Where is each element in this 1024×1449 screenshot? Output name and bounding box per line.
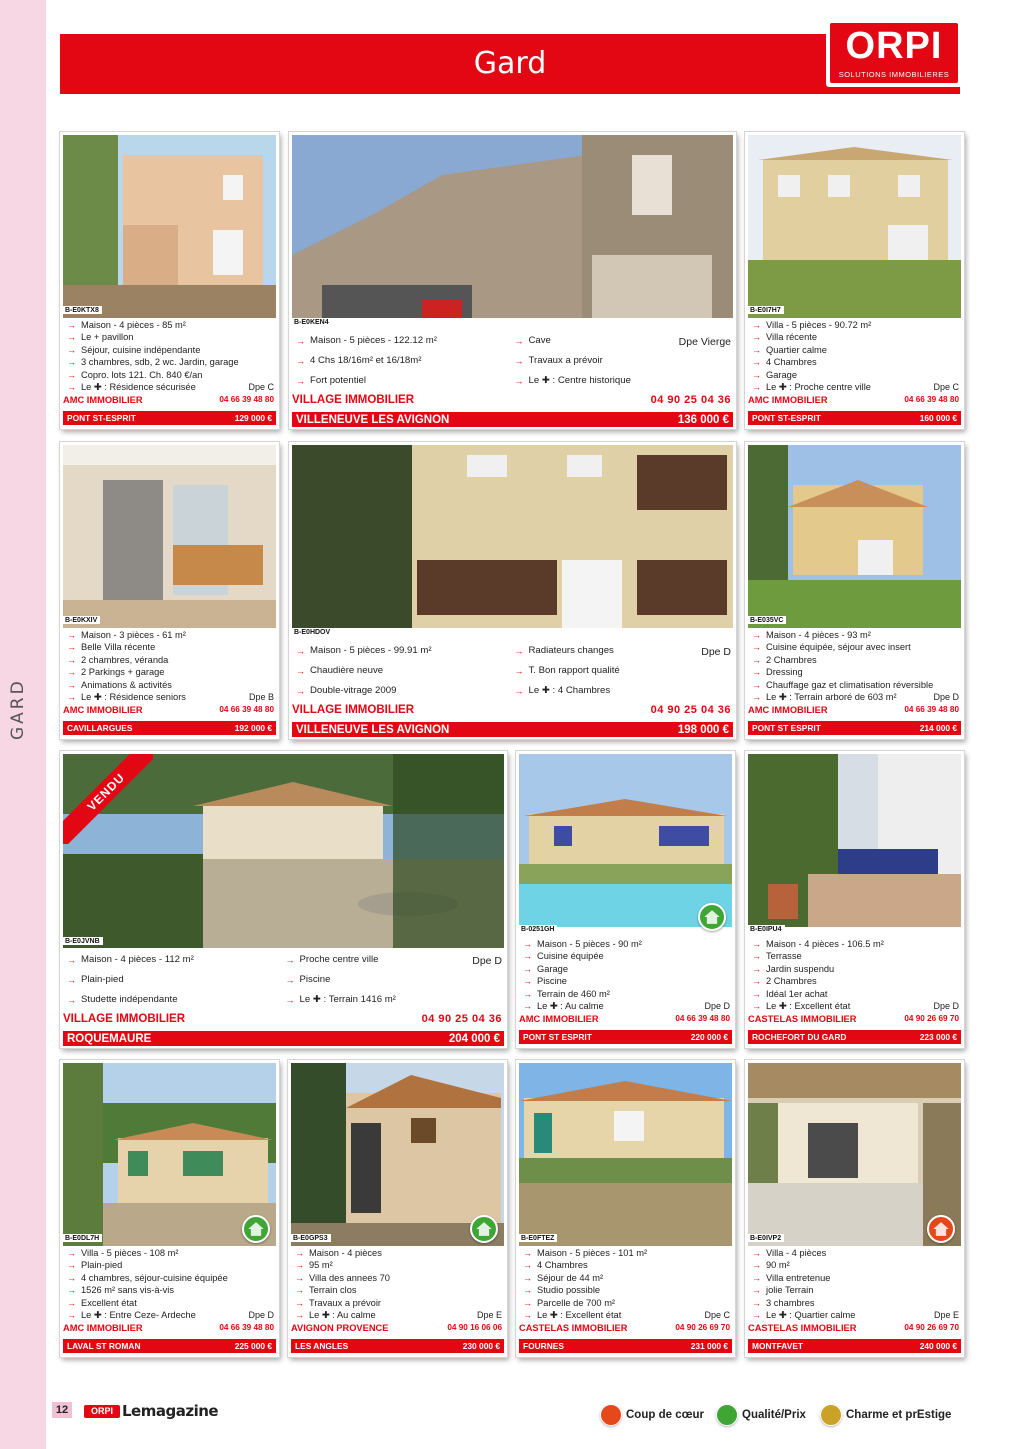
agency-name: CASTELAS IMMOBILIER: [748, 1014, 857, 1024]
feature-item: → Le ✚ : Quartier calme: [750, 1309, 959, 1321]
feature-item: → Le ✚ : Terrain 1416 m²: [284, 990, 505, 1010]
dpe-rating: Dpe D: [933, 692, 959, 702]
listing-ref: B-E0KXIV: [63, 616, 100, 624]
feature-item: → Le ✚ : 4 Chambres: [513, 681, 734, 701]
dpe-rating: Dpe B: [248, 692, 274, 702]
feature-item: → Le ✚ : Entre Ceze- Ardeche: [65, 1309, 274, 1321]
dpe-rating: Dpe D: [701, 646, 731, 658]
price-bar: [748, 411, 961, 425]
dpe-rating: Dpe E: [933, 1310, 959, 1320]
agency-line: [748, 705, 959, 715]
listing-card[interactable]: [516, 1060, 735, 1357]
legend-label: Charme et prEstige: [846, 1409, 952, 1421]
feature-item: → Maison - 3 pièces - 61 m²: [65, 629, 274, 641]
agency-phone[interactable]: 04 90 26 69 70: [904, 1014, 959, 1023]
page-title: Gard: [473, 46, 547, 81]
agency-name: AMC IMMOBILIER: [63, 1323, 143, 1333]
town: CAVILLARGUES: [67, 723, 133, 733]
charme-prestige-icon: [820, 1404, 842, 1426]
feature-list: [293, 1247, 502, 1321]
price: 230 000 €: [462, 1341, 500, 1351]
agency-phone[interactable]: 04 90 25 04 36: [421, 1013, 502, 1025]
agency-phone[interactable]: 04 66 39 48 80: [219, 705, 274, 714]
dpe-rating: Dpe D: [933, 1001, 959, 1011]
feature-item: → 90 m²: [750, 1259, 959, 1271]
feature-item: → 1526 m² sans vis-à-vis: [65, 1284, 274, 1296]
legend-label: Qualité/Prix: [742, 1409, 806, 1421]
page-number: 12: [52, 1402, 72, 1418]
price: 129 000 €: [234, 413, 272, 423]
feature-item: → Excellent état: [65, 1297, 274, 1309]
feature-columns: [63, 950, 504, 1010]
feature-item: → Le ✚ : Résidence sécurisée: [65, 381, 274, 393]
feature-item: → Studio possible: [521, 1284, 730, 1296]
price-bar: [63, 1339, 276, 1353]
feature-list: [65, 319, 274, 393]
feature-item: → Villa entretenue: [750, 1272, 959, 1284]
listing-card[interactable]: [289, 442, 736, 739]
agency-phone[interactable]: 04 66 39 48 80: [675, 1014, 730, 1023]
agency-line: [519, 1014, 730, 1024]
feature-item: → Garage: [521, 963, 730, 975]
town: VILLENEUVE LES AVIGNON: [296, 723, 450, 736]
price: 223 000 €: [919, 1032, 957, 1042]
agency-phone[interactable]: 04 66 39 48 80: [219, 395, 274, 404]
price: 220 000 €: [690, 1032, 728, 1042]
feature-list: [65, 950, 286, 1010]
feature-item: → 2 Parkings + garage: [65, 666, 274, 678]
feature-item: → Belle Villa récente: [65, 641, 274, 653]
feature-item: → Quartier calme: [750, 344, 959, 356]
feature-item: → Cuisine équipée: [521, 950, 730, 962]
feature-item: → Le ✚ : Proche centre ville: [750, 381, 959, 393]
listing-card[interactable]: [745, 132, 964, 429]
coup-de-coeur-icon: [600, 1404, 622, 1426]
listing-card[interactable]: [60, 1060, 279, 1357]
price-bar: [63, 1031, 504, 1046]
agency-phone[interactable]: 04 90 25 04 36: [650, 394, 731, 406]
feature-item: → Plain-pied: [65, 1259, 274, 1271]
feature-list: [521, 938, 730, 1012]
feature-item: → Le ✚ : Au calme: [521, 1000, 730, 1012]
listing-card[interactable]: [60, 751, 507, 1048]
property-photo: [519, 754, 732, 927]
listing-ref: B-E0IPU4: [748, 925, 785, 933]
feature-item: → Le ✚ : Centre historique: [513, 371, 734, 391]
listing-card[interactable]: [288, 1060, 507, 1357]
dpe-rating: Dpe Vierge: [678, 336, 731, 348]
logo-subtitle: SOLUTIONS IMMOBILIERES: [838, 70, 950, 79]
feature-list: [65, 1247, 274, 1321]
legend-charme-prestige: [820, 1404, 951, 1426]
price: 231 000 €: [690, 1341, 728, 1351]
listing-card[interactable]: [745, 442, 964, 739]
agency-line: [63, 705, 274, 715]
feature-item: → Maison - 5 pièces - 101 m²: [521, 1247, 730, 1259]
property-photo: [748, 445, 961, 628]
property-photo: [748, 754, 961, 927]
listing-card[interactable]: [289, 132, 736, 429]
feature-list: [65, 629, 274, 703]
feature-item: → Copro. lots 121. Ch. 840 €/an: [65, 369, 274, 381]
quality-price-badge: [698, 903, 726, 931]
agency-line: [292, 394, 731, 406]
listing-card[interactable]: [516, 751, 735, 1048]
feature-item: → Villa - 4 pièces: [750, 1247, 959, 1259]
feature-item: → Maison - 4 pièces: [293, 1247, 502, 1259]
listing-card[interactable]: [745, 751, 964, 1048]
agency-name: CASTELAS IMMOBILIER: [519, 1323, 628, 1333]
feature-item: → 4 Chs 18/16m² et 16/18m²: [294, 351, 515, 371]
feature-item: → Maison - 4 pièces - 106.5 m²: [750, 938, 959, 950]
property-photo: [519, 1063, 732, 1246]
feature-item: → Villa - 5 pièces - 90.72 m²: [750, 319, 959, 331]
feature-item: → Radiateurs changes: [513, 641, 734, 661]
price: 225 000 €: [234, 1341, 272, 1351]
feature-item: → jolie Terrain: [750, 1284, 959, 1296]
listing-ref: B-E0I7H7: [748, 306, 784, 314]
qualite-prix-icon: [716, 1404, 738, 1426]
agency-line: [63, 395, 274, 405]
price-bar: [519, 1030, 732, 1044]
price-bar: [63, 411, 276, 425]
town: VILLENEUVE LES AVIGNON: [296, 413, 450, 426]
price-bar: [63, 721, 276, 735]
feature-item: → Idéal 1er achat: [750, 988, 959, 1000]
agency-name: AMC IMMOBILIER: [519, 1014, 599, 1024]
listing-ref: B-E0KEN4: [292, 318, 332, 326]
feature-item: → Travaux a prévoir: [513, 351, 734, 371]
listing-ref: B-E0JVNB: [63, 937, 103, 945]
price: 160 000 €: [919, 413, 957, 423]
feature-item: → Maison - 4 pièces - 85 m²: [65, 319, 274, 331]
feature-item: → Proche centre ville: [284, 950, 505, 970]
property-photo: [292, 135, 733, 318]
agency-name: AMC IMMOBILIER: [748, 705, 828, 715]
agency-phone[interactable]: 04 66 39 48 80: [219, 1323, 274, 1332]
feature-item: → 2 chambres, véranda: [65, 654, 274, 666]
agency-name: AMC IMMOBILIER: [63, 395, 143, 405]
agency-line: [63, 1323, 274, 1333]
feature-item: → Maison - 5 pièces - 122.12 m²: [294, 331, 515, 351]
feature-list: [513, 641, 734, 701]
feature-item: → Piscine: [521, 975, 730, 987]
feature-list: [750, 938, 959, 1012]
feature-list: [284, 950, 505, 1010]
sold-ribbon: [63, 754, 153, 844]
town: LAVAL ST ROMAN: [67, 1341, 141, 1351]
listing-ref: B-E0KTX8: [63, 306, 102, 314]
property-photo: [748, 135, 961, 318]
feature-item: → T. Bon rapport qualité: [513, 661, 734, 681]
feature-item: → Maison - 4 pièces - 93 m²: [750, 629, 959, 641]
footer-orpi-logo: ORPI: [84, 1405, 120, 1418]
feature-item: → Villa des annees 70: [293, 1272, 502, 1284]
feature-item: → 4 Chambres: [521, 1259, 730, 1271]
agency-line: [292, 704, 731, 716]
feature-item: → Maison - 5 pièces - 90 m²: [521, 938, 730, 950]
sold-label: VENDU: [63, 754, 153, 844]
feature-item: → Le ✚ : Excellent état: [750, 1000, 959, 1012]
feature-item: → Piscine: [284, 970, 505, 990]
property-photo: [63, 135, 276, 318]
page-header: [60, 34, 960, 94]
listing-card[interactable]: [745, 1060, 964, 1357]
listing-ref: B-E0DL7H: [63, 1234, 102, 1242]
listing-card[interactable]: [60, 132, 279, 429]
property-photo: [63, 445, 276, 628]
property-photo: [292, 445, 733, 628]
magazine-name: Lemagazine: [122, 1402, 219, 1420]
dpe-rating: Dpe D: [472, 955, 502, 967]
agency-name: AVIGNON PROVENCE: [291, 1323, 389, 1333]
feature-item: → Chaudière neuve: [294, 661, 515, 681]
feature-item: → Séjour de 44 m²: [521, 1272, 730, 1284]
listing-ref: B-E035VC: [748, 616, 786, 624]
quality-price-badge: [242, 1215, 270, 1243]
dpe-rating: Dpe C: [933, 382, 959, 392]
feature-item: → 4 chambres, séjour-cuisine équipée: [65, 1272, 274, 1284]
feature-item: → 2 Chambres: [750, 654, 959, 666]
town: ROCHEFORT DU GARD: [752, 1032, 847, 1042]
listing-ref: B-0251GH: [519, 925, 557, 933]
agency-line: [748, 1014, 959, 1024]
listing-card[interactable]: [60, 442, 279, 739]
price: 198 000 €: [677, 723, 729, 736]
feature-item: → Le + pavillon: [65, 331, 274, 343]
feature-item: → Studette indépendante: [65, 990, 286, 1010]
quality-price-badge: [470, 1215, 498, 1243]
price: 214 000 €: [919, 723, 957, 733]
feature-item: → Dressing: [750, 666, 959, 678]
agency-phone[interactable]: 04 90 16 06 06: [447, 1323, 502, 1332]
coup-de-coeur-badge: [927, 1215, 955, 1243]
price-bar: [292, 722, 733, 737]
agency-name: AMC IMMOBILIER: [63, 705, 143, 715]
legend-qualite-prix: [716, 1404, 806, 1426]
feature-list: [294, 641, 515, 701]
feature-item: → Maison - 4 pièces - 112 m²: [65, 950, 286, 970]
dpe-rating: Dpe D: [248, 1310, 274, 1320]
town: PONT ST ESPRIT: [752, 723, 821, 733]
agency-name: VILLAGE IMMOBILIER: [63, 1013, 186, 1025]
agency-phone[interactable]: 04 90 25 04 36: [650, 704, 731, 716]
feature-list: [750, 1247, 959, 1321]
feature-item: → 3 chambres, sdb, 2 wc. Jardin, garage: [65, 356, 274, 368]
feature-columns: [292, 641, 733, 701]
price-bar: [748, 1030, 961, 1044]
agency-name: AMC IMMOBILIER: [748, 395, 828, 405]
legend-coup-de-coeur: [600, 1404, 704, 1426]
agency-phone[interactable]: 04 66 39 48 80: [904, 705, 959, 714]
price-bar: [519, 1339, 732, 1353]
agency-phone[interactable]: 04 66 39 48 80: [904, 395, 959, 404]
feature-item: → 3 chambres: [750, 1297, 959, 1309]
agency-name: CASTELAS IMMOBILIER: [748, 1323, 857, 1333]
feature-list: [521, 1247, 730, 1321]
logo-text: ORPI: [845, 25, 943, 67]
price: 136 000 €: [677, 413, 729, 426]
price: 192 000 €: [234, 723, 272, 733]
agency-phone[interactable]: 04 90 26 69 70: [904, 1323, 959, 1332]
town: PONT ST-ESPRIT: [67, 413, 136, 423]
dpe-rating: Dpe D: [704, 1001, 730, 1011]
agency-name: VILLAGE IMMOBILIER: [292, 704, 415, 716]
price-bar: [748, 721, 961, 735]
feature-item: → Garage: [750, 369, 959, 381]
town: MONTFAVET: [752, 1341, 804, 1351]
feature-item: → Le ✚ : Terrain arboré de 603 m²: [750, 691, 959, 703]
listing-ref: B-E0IVP2: [748, 1234, 784, 1242]
feature-item: → 2 Chambres: [750, 975, 959, 987]
feature-item: → Séjour, cuisine indépendante: [65, 344, 274, 356]
feature-item: → Le ✚ : Au calme: [293, 1309, 502, 1321]
feature-item: → Terrain clos: [293, 1284, 502, 1296]
feature-item: → Le ✚ : Excellent état: [521, 1309, 730, 1321]
feature-list: [750, 629, 959, 703]
side-section-label: GARD: [8, 678, 28, 740]
feature-item: → Cave: [513, 331, 734, 351]
listing-ref: B-E0GPS3: [291, 1234, 331, 1242]
agency-phone[interactable]: 04 90 26 69 70: [675, 1323, 730, 1332]
feature-item: → Double-vitrage 2009: [294, 681, 515, 701]
price-bar: [291, 1339, 504, 1353]
agency-line: [291, 1323, 502, 1333]
agency-line: [748, 1323, 959, 1333]
feature-columns: [292, 331, 733, 391]
feature-item: → Terrasse: [750, 950, 959, 962]
feature-item: → 95 m²: [293, 1259, 502, 1271]
legend-label: Coup de cœur: [626, 1409, 704, 1421]
feature-item: → Animations & activités: [65, 679, 274, 691]
feature-item: → Jardin suspendu: [750, 963, 959, 975]
feature-item: → Cuisine équipée, séjour avec insert: [750, 641, 959, 653]
price: 204 000 €: [448, 1032, 500, 1045]
feature-item: → Le ✚ : Résidence seniors: [65, 691, 274, 703]
feature-item: → Villa récente: [750, 331, 959, 343]
price-bar: [292, 412, 733, 427]
agency-line: [519, 1323, 730, 1333]
agency-line: [63, 1013, 502, 1025]
price: 240 000 €: [919, 1341, 957, 1351]
dpe-rating: Dpe E: [476, 1310, 502, 1320]
feature-item: → 4 Chambres: [750, 356, 959, 368]
price-bar: [748, 1339, 961, 1353]
feature-item: → Chauffage gaz et climatisation réversible: [750, 679, 959, 691]
listing-ref: B-E0HDOV: [292, 628, 333, 636]
listing-ref: B-E0FTEZ: [519, 1234, 557, 1242]
agency-name: VILLAGE IMMOBILIER: [292, 394, 415, 406]
town: PONT ST ESPRIT: [523, 1032, 592, 1042]
feature-item: → Villa - 5 pièces - 108 m²: [65, 1247, 274, 1259]
town: PONT ST-ESPRIT: [752, 413, 821, 423]
town: ROQUEMAURE: [67, 1032, 152, 1045]
town: FOURNES: [523, 1341, 564, 1351]
agency-line: [748, 395, 959, 405]
feature-item: → Terrain de 460 m²: [521, 988, 730, 1000]
feature-item: → Maison - 5 pièces - 99.91 m²: [294, 641, 515, 661]
feature-item: → Parcelle de 700 m²: [521, 1297, 730, 1309]
feature-list: [750, 319, 959, 393]
dpe-rating: Dpe C: [704, 1310, 730, 1320]
orpi-logo: [826, 19, 962, 87]
feature-item: → Travaux a prévoir: [293, 1297, 502, 1309]
feature-item: → Fort potentiel: [294, 371, 515, 391]
feature-list: [294, 331, 515, 391]
feature-item: → Plain-pied: [65, 970, 286, 990]
town: LES ANGLES: [295, 1341, 349, 1351]
dpe-rating: Dpe C: [248, 382, 274, 392]
